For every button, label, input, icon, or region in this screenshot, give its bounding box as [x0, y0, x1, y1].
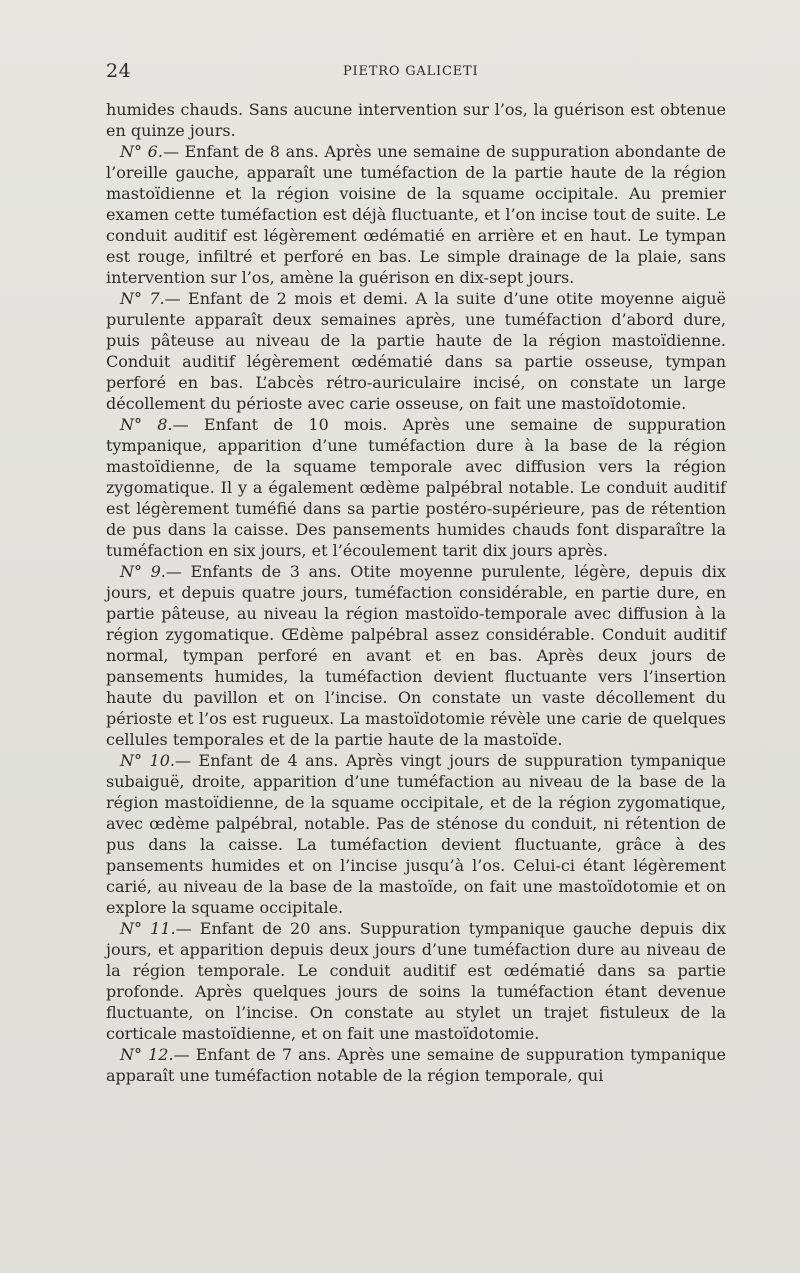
paragraph-text: — Enfant de 8 ans. Après une semaine de suppuration abondante de l’oreille gauche, apparaît une tuméfaction de la partie haute de la région mastoïdienne et la région voisine de la squame occipitale. Au premier examen cette tuméfaction est déjà fluctuante, et l’on incise tout de suite. Le conduit auditif est légèrement œdématié en arrière et en haut. Le tympan est rouge, infiltré et perforé en bas. Le simple drainage de la plaie, sans intervention sur l’os, amène la guérison en dix-sept jours. — [106, 142, 726, 287]
case-number: N° 10. — [120, 751, 175, 770]
page-number: 24 — [106, 60, 132, 82]
body-text — [106, 99, 726, 1086]
case-number: N° 6. — [120, 142, 163, 161]
case-paragraph — [106, 918, 726, 1044]
paragraph-text: — Enfant de 2 mois et demi. A la suite d’une otite moyenne aiguë purulente apparaît deux semaines après, une tuméfaction d’abord dure, puis pâteuse au niveau de la partie haute de la région mastoïdienne. Conduit auditif légèrement œdématié dans sa partie osseuse, tympan perforé en bas. L’abcès rétro-auriculaire incisé, on constate un large décollement du périoste avec carie osseuse, on fait une mastoïdotomie. — [106, 289, 726, 413]
case-paragraph — [106, 561, 726, 750]
paragraph-text: — Enfant de 10 mois. Après une semaine de suppuration tympanique, apparition d’une tuméfaction dure à la base de la région mastoïdienne, de la squame temporale avec diffusion vers la région zygomatique. Il y a également œdème palpébral notable. Le conduit auditif est légèrement tuméfié dans sa partie postéro-supérieure, pas de rétention de pus dans la caisse. Des pansements humides chauds font disparaître la tuméfaction en six jours, et l’écoulement tarit dix jours après. — [106, 415, 726, 560]
case-paragraph — [106, 288, 726, 414]
case-paragraph — [106, 141, 726, 288]
running-head: PIETRO GALICETI — [343, 64, 479, 79]
paragraph-text: — Enfant de 4 ans. Après vingt jours de suppuration tympanique subaiguë, droite, apparition d’une tuméfaction au niveau de la base de la région mastoïdienne, de la squame occipitale, et de la région zygomatique, avec œdème palpébral, notable. Pas de sténose du conduit, ni rétention de pus dans la caisse. La tuméfaction devient fluctuante, grâce à des pansements humides et on l’incise jusqu’à l’os. Celui-ci étant légèrement carié, au niveau de la base de la mastoïde, on fait une mastoïdotomie et on explore la squame occipitale. — [106, 751, 727, 917]
page-header — [106, 60, 726, 86]
paragraph-text: — Enfant de 20 ans. Suppuration tympanique gauche depuis dix jours, et apparition depuis deux jours d’une tuméfaction dure au niveau de la région temporale. Le conduit auditif est œdématié dans sa partie profonde. Après quelques jours de soins la tuméfaction étant devenue fluctuante, on l’incise. On constate au stylet un trajet fistuleux de la corticale mastoïdienne, et on fait une mastoïdotomie. — [106, 919, 726, 1043]
paragraph-text: humides chauds. Sans aucune intervention sur l’os, la guérison est obtenue en quinze jours. — [106, 100, 726, 140]
paragraph-text: — Enfants de 3 ans. Otite moyenne purulente, légère, depuis dix jours, et depuis quatre jours, tuméfaction considérable, en partie dure, en partie pâteuse, au niveau la région mastoïdo-temporale avec diffusion à la région zygomatique. Œdème palpébral assez considérable. Conduit auditif normal, tympan perforé en avant et en bas. Après deux jours de pansements humides, la tuméfaction devient fluctuante vers l’insertion haute du pavillon et on l’incise. On constate un vaste décollement du périoste et l’os est rugueux. La mastoïdotomie révèle une carie de quelques cellules temporales et de la partie haute de la mastoïde. — [106, 562, 726, 749]
paragraph-text: — Enfant de 7 ans. Après une semaine de suppuration tympanique apparaît une tuméfaction notable de la région temporale, qui — [106, 1045, 727, 1085]
case-number: N° 12. — [120, 1045, 174, 1064]
case-number: N° 7. — [120, 289, 165, 308]
paragraph-continuation — [106, 99, 726, 141]
case-paragraph — [106, 1044, 726, 1086]
case-number: N° 9. — [120, 562, 166, 581]
case-paragraph — [106, 414, 726, 561]
case-paragraph — [106, 750, 726, 918]
case-number: N° 11. — [120, 919, 176, 938]
case-number: N° 8. — [120, 415, 173, 434]
